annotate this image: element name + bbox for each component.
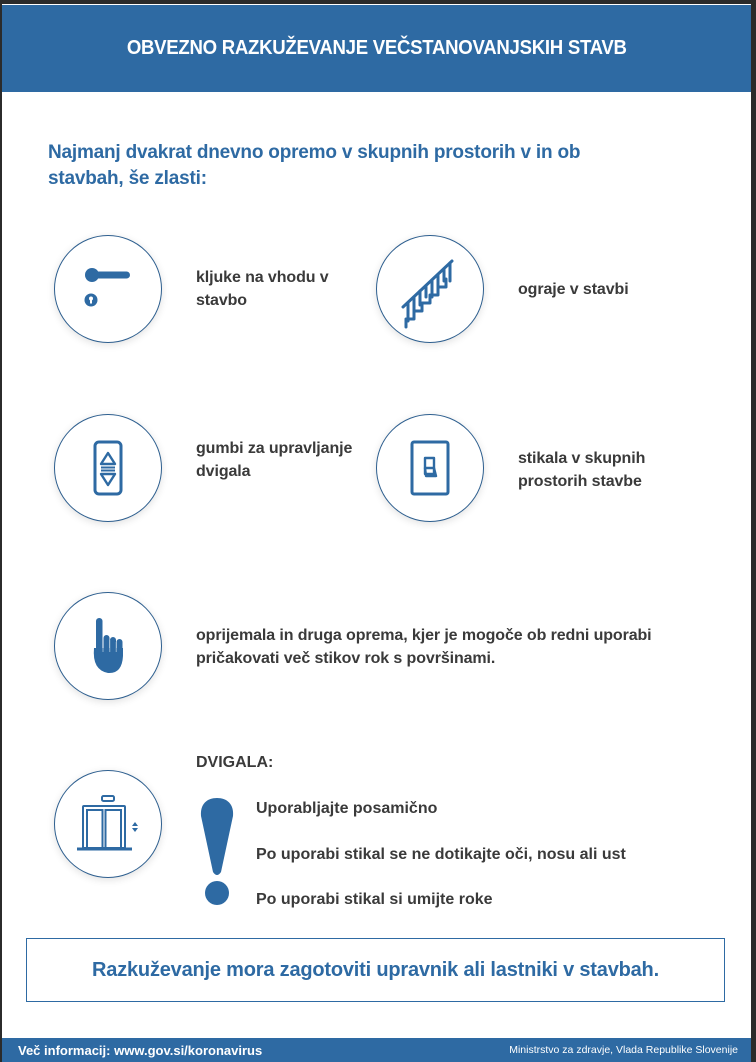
- more-info: [18, 1043, 262, 1058]
- page-title: OBVEZNO RAZKUŽEVANJE VEČSTANOVANJSKIH STAVB: [126, 37, 627, 59]
- item-light-switches: stikala v skupnih prostorih stavbe: [518, 450, 646, 490]
- more-info-link[interactable]: www.gov.si/koronavirus: [114, 1042, 263, 1058]
- elevator-rule: Uporabljajte posamično: [256, 800, 438, 817]
- intro-text: Najmanj dvakrat dnevno opremo v skupnih prostorih v in ob stavbah, še zlasti:: [48, 142, 581, 189]
- pointing-hand-icon: [54, 592, 162, 700]
- notice-text: Razkuževanje mora zagotoviti upravnik ali lastniki v stavbah.: [92, 958, 659, 981]
- elevator-buttons-icon: [54, 414, 162, 522]
- item-elevator-buttons: gumbi za upravljanje dvigala: [196, 440, 353, 480]
- elevator-rule: Po uporabi stikal se ne dotikajte oči, nosu ali ust: [256, 845, 626, 863]
- stair-railing-icon: [376, 235, 484, 343]
- item-other-equipment: oprijemala in druga oprema, kjer je mogoče ob redni uporabi pričakovati več stikov rok s površinami.: [196, 627, 652, 667]
- elevators-heading: DVIGALA:: [196, 754, 274, 771]
- elevator-rules-list: [256, 796, 626, 933]
- light-switch-icon: [376, 414, 484, 522]
- item-railings: ograje v stavbi: [518, 281, 629, 298]
- footer-credit: Ministrstvo za zdravje, Vlada Republike Slovenije: [509, 1044, 738, 1056]
- responsibility-notice: [26, 938, 725, 1002]
- header-banner: [2, 5, 751, 92]
- door-handle-icon: [54, 235, 162, 343]
- item-door-handles: kljuke na vhodu v stavbo: [196, 269, 329, 309]
- more-info-label: Več informacij:: [18, 1042, 111, 1058]
- elevator-rule: Po uporabi stikal si umijte roke: [256, 891, 493, 908]
- poster-page: [2, 4, 751, 1062]
- elevator-icon: [54, 770, 162, 878]
- footer-bar: [2, 1038, 751, 1062]
- exclamation-icon: [199, 796, 235, 913]
